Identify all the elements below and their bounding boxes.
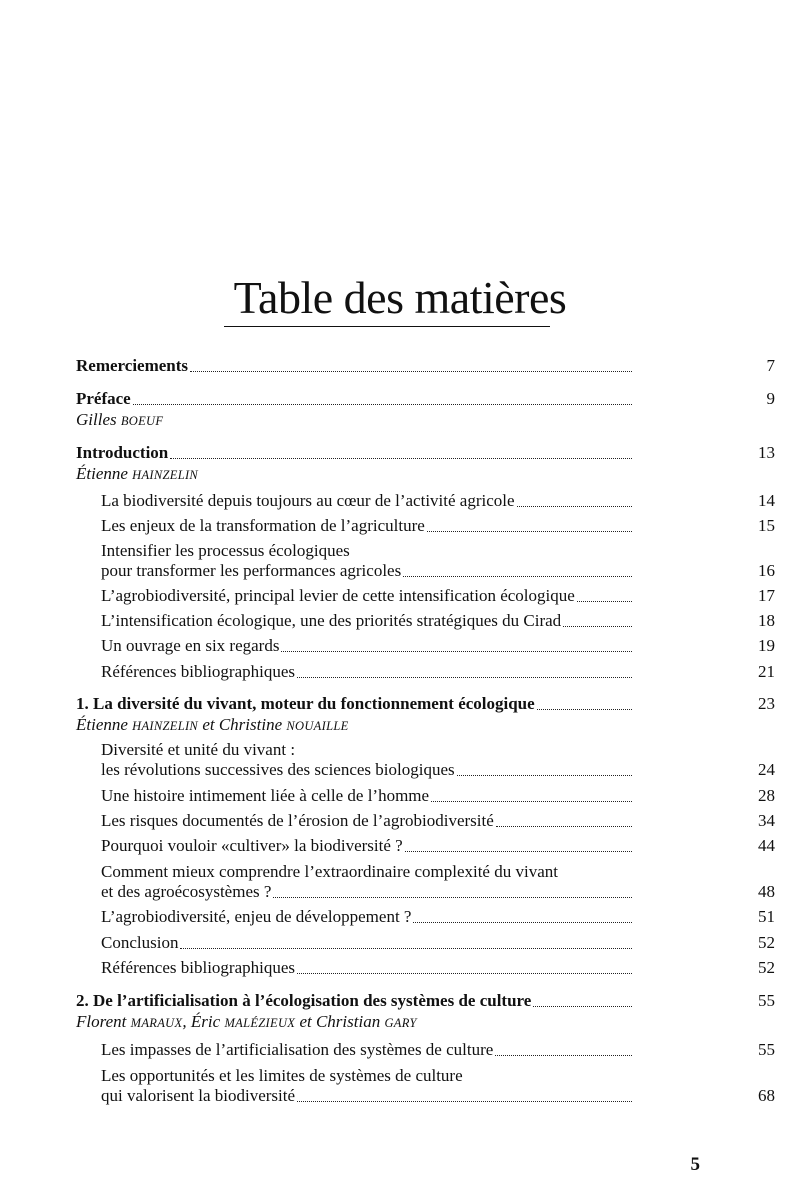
toc-section[interactable]: les révolutions successives des sciences biologiques 24 [101,760,775,779]
toc-entry-page: 23 [758,694,775,713]
toc-section[interactable]: Un ouvrage en six regards 19 [101,636,775,655]
dot-leader [496,818,632,827]
dot-leader [297,1093,632,1102]
toc-section[interactable]: qui valorisent la biodiversité 68 [101,1086,775,1105]
toc-entry-label: 1. La diversité du vivant, moteur du fonctionnement écologique [76,694,535,713]
toc-section[interactable]: et des agroécosystèmes ? 48 [101,882,775,901]
dot-leader [190,363,632,372]
dot-leader [297,669,632,678]
dot-leader [495,1047,632,1056]
toc-entry-label: Introduction [76,443,169,462]
dot-leader [273,889,632,898]
toc-entry-label: 2. De l’artificialisation à l’écologisation des systèmes de culture [76,991,532,1010]
dot-leader [133,396,632,405]
dot-leader [431,793,632,802]
toc-author-preface: Gilles BOEUF [76,410,164,429]
toc-section-line1: Les opportunités et les limites de systèmes de culture [101,1066,463,1085]
toc-author-chapter-1: Étienne HAINZELIN et Christine NOUAILLE [76,715,349,734]
toc-section[interactable]: Conclusion 52 [101,933,775,952]
toc-entry-introduction[interactable] [76,443,775,463]
page-title: Table des matières [233,272,567,323]
toc-section[interactable]: L’intensification écologique, une des priorités stratégiques du Cirad 18 [101,611,775,630]
toc-section[interactable]: La biodiversité depuis toujours au cœur de l’activité agricole 14 [101,491,775,510]
toc-author-chapter-2: Florent MARAUX, Éric MALÉZIEUX et Christian GARY [76,1012,417,1031]
toc-section[interactable]: Une histoire intimement liée à celle de l’homme 28 [101,786,775,805]
toc-section[interactable]: L’agrobiodiversité, principal levier de cette intensification écologique 17 [101,586,775,605]
dot-leader [180,940,632,949]
dot-leader [457,767,632,776]
dot-leader [403,568,632,577]
dot-leader [537,701,632,710]
toc-section[interactable]: Les impasses de l’artificialisation des systèmes de culture 55 [101,1040,775,1059]
dot-leader [413,914,632,923]
toc-author-introduction: Étienne HAINZELIN [76,464,199,483]
toc-section[interactable]: pour transformer les performances agricoles 16 [101,561,775,580]
dot-leader [563,618,632,627]
toc-section-line1: Diversité et unité du vivant : [101,740,296,759]
dot-leader [405,843,632,852]
toc-entry-page: 7 [766,356,775,375]
dot-leader [517,498,632,507]
toc-entry-remerciements[interactable] [76,356,775,376]
dot-leader [281,643,632,652]
toc-section[interactable]: Références bibliographiques 21 [101,662,775,681]
toc-section-line1: Intensifier les processus écologiques [101,541,350,560]
dot-leader [297,965,632,974]
dot-leader [577,593,632,602]
dot-leader [427,523,632,532]
toc-entry-preface[interactable] [76,389,775,409]
toc-section[interactable]: L’agrobiodiversité, enjeu de développement ? 51 [101,907,775,926]
toc-entry-chapter-2[interactable] [76,991,775,1011]
page-number: 5 [690,1154,700,1175]
toc-entry-page: 9 [766,389,775,408]
toc-entry-label: Préface [76,389,131,408]
toc-entry-chapter-1[interactable] [76,694,775,714]
toc-entry-page: 13 [758,443,775,462]
toc-entry-page: 55 [758,991,775,1010]
dot-leader [170,450,632,459]
toc-section[interactable]: Pourquoi vouloir «cultiver» la biodiversité ? 44 [101,836,775,855]
toc-section[interactable]: Les enjeux de la transformation de l’agriculture 15 [101,516,775,535]
toc-section[interactable]: Références bibliographiques 52 [101,958,775,977]
toc-section-line1: Comment mieux comprendre l’extraordinaire complexité du vivant [101,862,558,881]
toc-entry-label: Remerciements [76,356,189,375]
dot-leader [533,998,632,1007]
toc-section[interactable]: Les risques documentés de l’érosion de l’agrobiodiversité 34 [101,811,775,830]
